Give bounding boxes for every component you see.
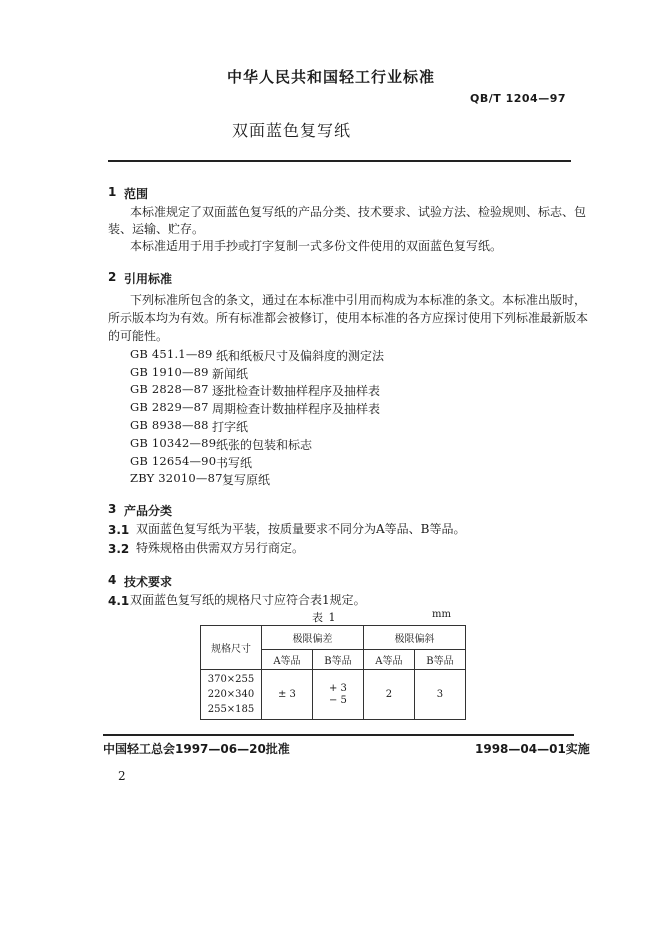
section-3-number: 3: [108, 502, 117, 516]
approval-line: 中国轻工总会1997—06—20批准: [103, 742, 290, 756]
ref-title: 新闻纸: [212, 367, 249, 381]
section-1-para-2: 本标准适用于用手抄或打字复制一式多份文件使用的双面蓝色复写纸。: [130, 239, 503, 253]
ref-title: 书写纸: [216, 456, 253, 470]
table-subheader-a: A等品: [262, 650, 313, 670]
table-cell-skew-a: 2: [363, 670, 414, 720]
clause-3-2-number: 3.2: [108, 542, 130, 556]
section-2-para-line-2: 所示版本均为有效。所有标准都会被修订，使用本标准的各方应探讨使用下列标准最新版本: [108, 311, 589, 325]
page-number: 2: [118, 769, 126, 783]
table-header-deviation: 极限偏差: [262, 626, 364, 650]
section-3-title: 产品分类: [124, 504, 173, 518]
ref-code: GB 451.1—89: [130, 347, 213, 361]
size-value: 255×185: [207, 704, 255, 715]
section-1-title: 范围: [124, 187, 149, 201]
ref-title: 纸张的包装和标志: [216, 438, 313, 452]
table-cell-dev-a: ± 3: [262, 670, 313, 720]
ref-code: GB 2828—87: [130, 382, 209, 396]
implementation-line: 1998—04—01实施: [475, 742, 590, 756]
table-subheader-b: B等品: [414, 650, 465, 670]
section-1-number: 1: [108, 185, 117, 199]
clause-4-1-number: 4.1: [108, 594, 130, 608]
table-subheader-a: A等品: [363, 650, 414, 670]
ref-title: 纸和纸板尺寸及偏斜度的测定法: [216, 349, 385, 363]
clause-3-2-text: 特殊规格由供需双方另行商定。: [136, 541, 305, 555]
table-header-skew: 极限偏斜: [363, 626, 465, 650]
ref-code: GB 2829—87: [130, 400, 209, 414]
ref-title: 周期检查计数抽样程序及抽样表: [212, 402, 381, 416]
standard-code: QB/T 1204—97: [470, 92, 567, 105]
ref-code: GB 1910—89: [130, 365, 209, 379]
table-header-spec: 规格尺寸: [201, 626, 262, 670]
table-unit: mm: [432, 609, 451, 620]
document-title: 双面蓝色复写纸: [232, 121, 352, 140]
table-cell-skew-b: 3: [414, 670, 465, 720]
section-4-title: 技术要求: [124, 575, 173, 589]
section-2-title: 引用标准: [124, 272, 173, 286]
ref-code: GB 12654—90: [130, 454, 217, 468]
ref-code: GB 8938—88: [130, 418, 209, 432]
standard-category-title: 中华人民共和国轻工行业标准: [226, 68, 435, 86]
section-1-para-1-line-1: 本标准规定了双面蓝色复写纸的产品分类、技术要求、试验方法、检验规则、标志、包: [130, 205, 587, 219]
table-header-row: [201, 626, 466, 650]
clause-3-1-text: 双面蓝色复写纸为平装，按质量要求不同分为A等品、B等品。: [136, 522, 466, 536]
clause-3-1-number: 3.1: [108, 523, 130, 537]
size-value: 370×255: [207, 674, 255, 685]
section-4-number: 4: [108, 573, 117, 587]
table-subheader-b: B等品: [312, 650, 363, 670]
table-cell-sizes: [201, 670, 262, 720]
section-2-para-line-3: 的可能性。: [108, 329, 169, 343]
table-caption: 表 1: [312, 611, 337, 624]
footer-rule: [103, 734, 574, 736]
section-2-number: 2: [108, 270, 117, 284]
size-value: 220×340: [207, 689, 255, 700]
dev-b-plus: + 3: [328, 682, 347, 694]
clause-4-1-text: 双面蓝色复写纸的规格尺寸应符合表1规定。: [130, 593, 366, 607]
ref-code: ZBY 32010—87: [130, 471, 223, 485]
section-2-para-line-1: 下列标准所包含的条文，通过在本标准中引用而构成为本标准的条文。本标准出版时，: [130, 293, 587, 307]
table-cell-dev-b: [312, 670, 363, 720]
table-row: [201, 670, 466, 720]
ref-code: GB 10342—89: [130, 436, 217, 450]
spec-table: [200, 625, 466, 720]
header-rule: [108, 160, 571, 162]
ref-title: 逐批检查计数抽样程序及抽样表: [212, 384, 381, 398]
dev-b-minus: − 5: [328, 694, 347, 706]
ref-title: 打字纸: [212, 420, 249, 434]
ref-title: 复写原纸: [222, 473, 271, 487]
section-1-para-1-line-2: 装、运输、贮存。: [108, 222, 205, 236]
